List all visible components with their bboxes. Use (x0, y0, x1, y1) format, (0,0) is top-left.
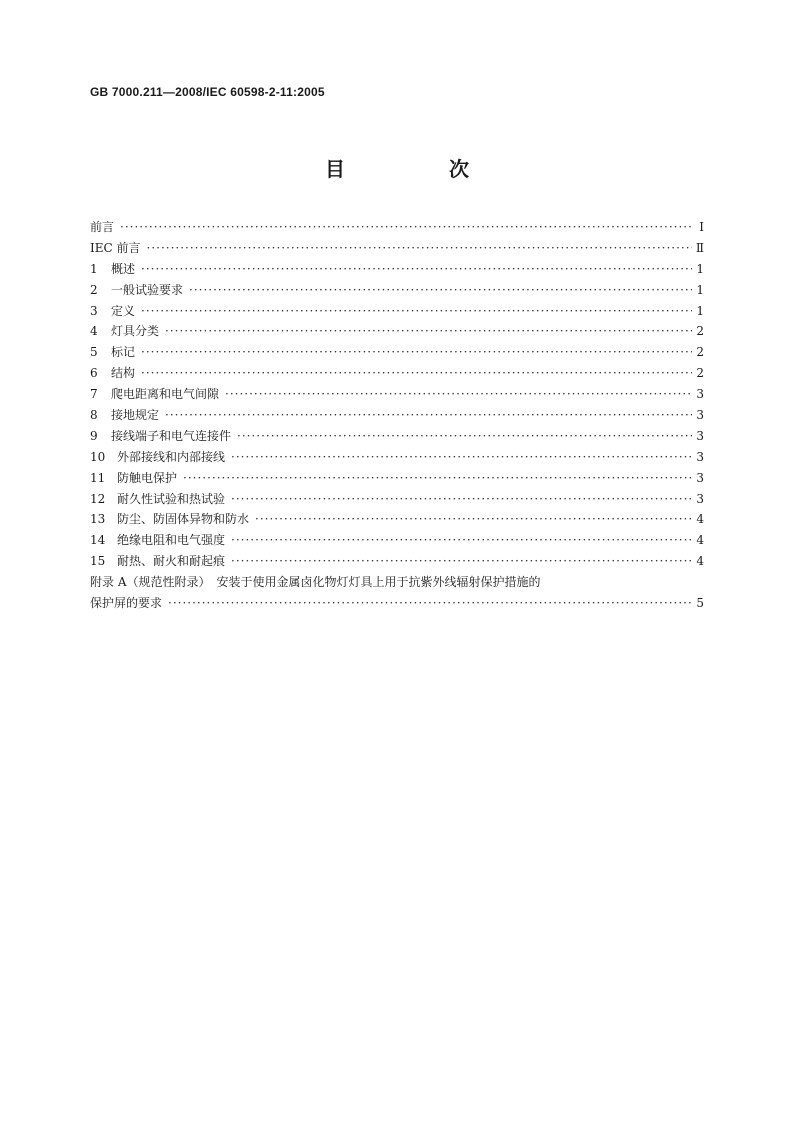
toc-entry[interactable] (90, 551, 704, 572)
toc-entry-page: 3 (696, 408, 704, 423)
toc-entry-label: 灯具分类 (111, 324, 160, 339)
toc-entry-page: 4 (696, 512, 704, 527)
toc-entry-page: 3 (696, 428, 704, 443)
toc-entry-number: 10 (90, 449, 106, 464)
toc-entry-number: 1 (90, 261, 98, 276)
toc-entry[interactable] (90, 489, 704, 510)
toc-entry[interactable] (90, 238, 704, 259)
toc-leader-dots (120, 217, 692, 238)
toc-entry-label: 防触电保护 (117, 470, 178, 485)
toc-entry-label: 前言 (90, 220, 115, 234)
toc-entry-number: 4 (90, 324, 98, 339)
toc-leader-dots (231, 551, 692, 572)
toc-leader-dots (183, 468, 692, 489)
toc-leader-dots (255, 509, 692, 530)
toc-entry-page: 3 (696, 387, 704, 402)
toc-leader-dots (147, 238, 692, 259)
toc-entry-page: Ⅰ (699, 220, 704, 234)
toc-entry-number: 8 (90, 408, 98, 423)
toc-entry-page: 5 (696, 596, 704, 611)
toc-entry-number: 6 (90, 366, 98, 381)
toc-entry-page: Ⅱ (695, 240, 704, 255)
toc-leader-dots (165, 321, 692, 342)
toc-entry-label: 防尘、防固体异物和防水 (117, 512, 250, 527)
toc-leader-dots (141, 363, 692, 384)
toc-entry-label: 附录 A（规范性附录） 安装于使用金属卤化物灯灯具上用于抗紫外线辐射保护措施的 (90, 575, 541, 590)
toc-leader-dots (189, 280, 692, 301)
toc-entry-page: 2 (696, 345, 704, 360)
toc-entry[interactable] (90, 447, 704, 468)
toc-entry-page: 1 (696, 261, 704, 276)
toc-entry-label: 概述 (111, 261, 136, 276)
toc-entry[interactable] (90, 259, 704, 280)
toc-entry[interactable] (90, 384, 704, 405)
toc-entry[interactable] (90, 342, 704, 363)
toc-entry[interactable] (90, 572, 704, 593)
toc-leader-dots (225, 384, 692, 405)
toc-entry-number: 3 (90, 303, 98, 318)
toc-leader-dots (141, 259, 692, 280)
toc-entry-label: 接线端子和电气连接件 (111, 428, 232, 443)
toc-entry-label: 定义 (111, 303, 136, 318)
toc-entry-page: 1 (696, 282, 704, 297)
toc-leader-dots (231, 447, 692, 468)
toc-entry-label: 保护屏的要求 (90, 596, 163, 611)
toc-leader-dots (141, 342, 692, 363)
toc-entry-label: 标记 (111, 345, 136, 360)
toc-entry-label: 耐热、耐火和耐起痕 (117, 554, 226, 569)
page-title: 目 次 (325, 157, 511, 181)
table-of-contents (90, 217, 704, 614)
toc-entry-number: 15 (90, 554, 106, 569)
toc-entry[interactable] (90, 530, 704, 551)
toc-entry-label: 绝缘电阻和电气强度 (117, 533, 226, 548)
toc-entry[interactable] (90, 405, 704, 426)
toc-entry-page: 3 (696, 470, 704, 485)
toc-entry-page: 4 (696, 554, 704, 569)
toc-entry-number: 9 (90, 428, 98, 443)
toc-leader-dots (141, 301, 692, 322)
toc-entry-label: 外部接线和内部接线 (117, 449, 226, 464)
toc-entry-number: 13 (90, 512, 106, 527)
toc-entry-number: 11 (90, 470, 106, 485)
toc-entry-label: 爬电距离和电气间隙 (111, 387, 220, 402)
toc-leader-dots (237, 426, 692, 447)
toc-entry-number: 2 (90, 282, 98, 297)
toc-entry-number: 12 (90, 491, 106, 506)
toc-entry-page: 1 (696, 303, 704, 318)
toc-entry-page: 3 (696, 491, 704, 506)
toc-entry[interactable] (90, 363, 704, 384)
toc-entry[interactable] (90, 509, 704, 530)
toc-entry-number: 5 (90, 345, 98, 360)
toc-entry[interactable] (90, 280, 704, 301)
toc-leader-dots (165, 405, 692, 426)
toc-entry-page: 3 (696, 449, 704, 464)
toc-entry[interactable] (90, 426, 704, 447)
toc-entry-page: 2 (696, 366, 704, 381)
toc-entry-label: 接地规定 (111, 408, 160, 423)
toc-entry-number: 14 (90, 533, 106, 548)
toc-entry-label: 一般试验要求 (111, 282, 184, 297)
toc-leader-dots (231, 530, 692, 551)
toc-entry-label: 耐久性试验和热试验 (117, 491, 226, 506)
toc-entry[interactable] (90, 217, 704, 238)
toc-entry-page: 2 (696, 324, 704, 339)
toc-entry-label: 结构 (111, 366, 136, 381)
toc-entry[interactable] (90, 301, 704, 322)
toc-entry-label: IEC 前言 (90, 240, 141, 255)
toc-entry[interactable] (90, 468, 704, 489)
toc-leader-dots (231, 489, 692, 510)
toc-entry-number: 7 (90, 387, 98, 402)
standard-code: GB 7000.211—2008/IEC 60598-2-11:2005 (90, 85, 325, 99)
toc-entry-page: 4 (696, 533, 704, 548)
toc-leader-dots (168, 593, 692, 614)
toc-entry[interactable] (90, 593, 704, 614)
toc-entry[interactable] (90, 321, 704, 342)
